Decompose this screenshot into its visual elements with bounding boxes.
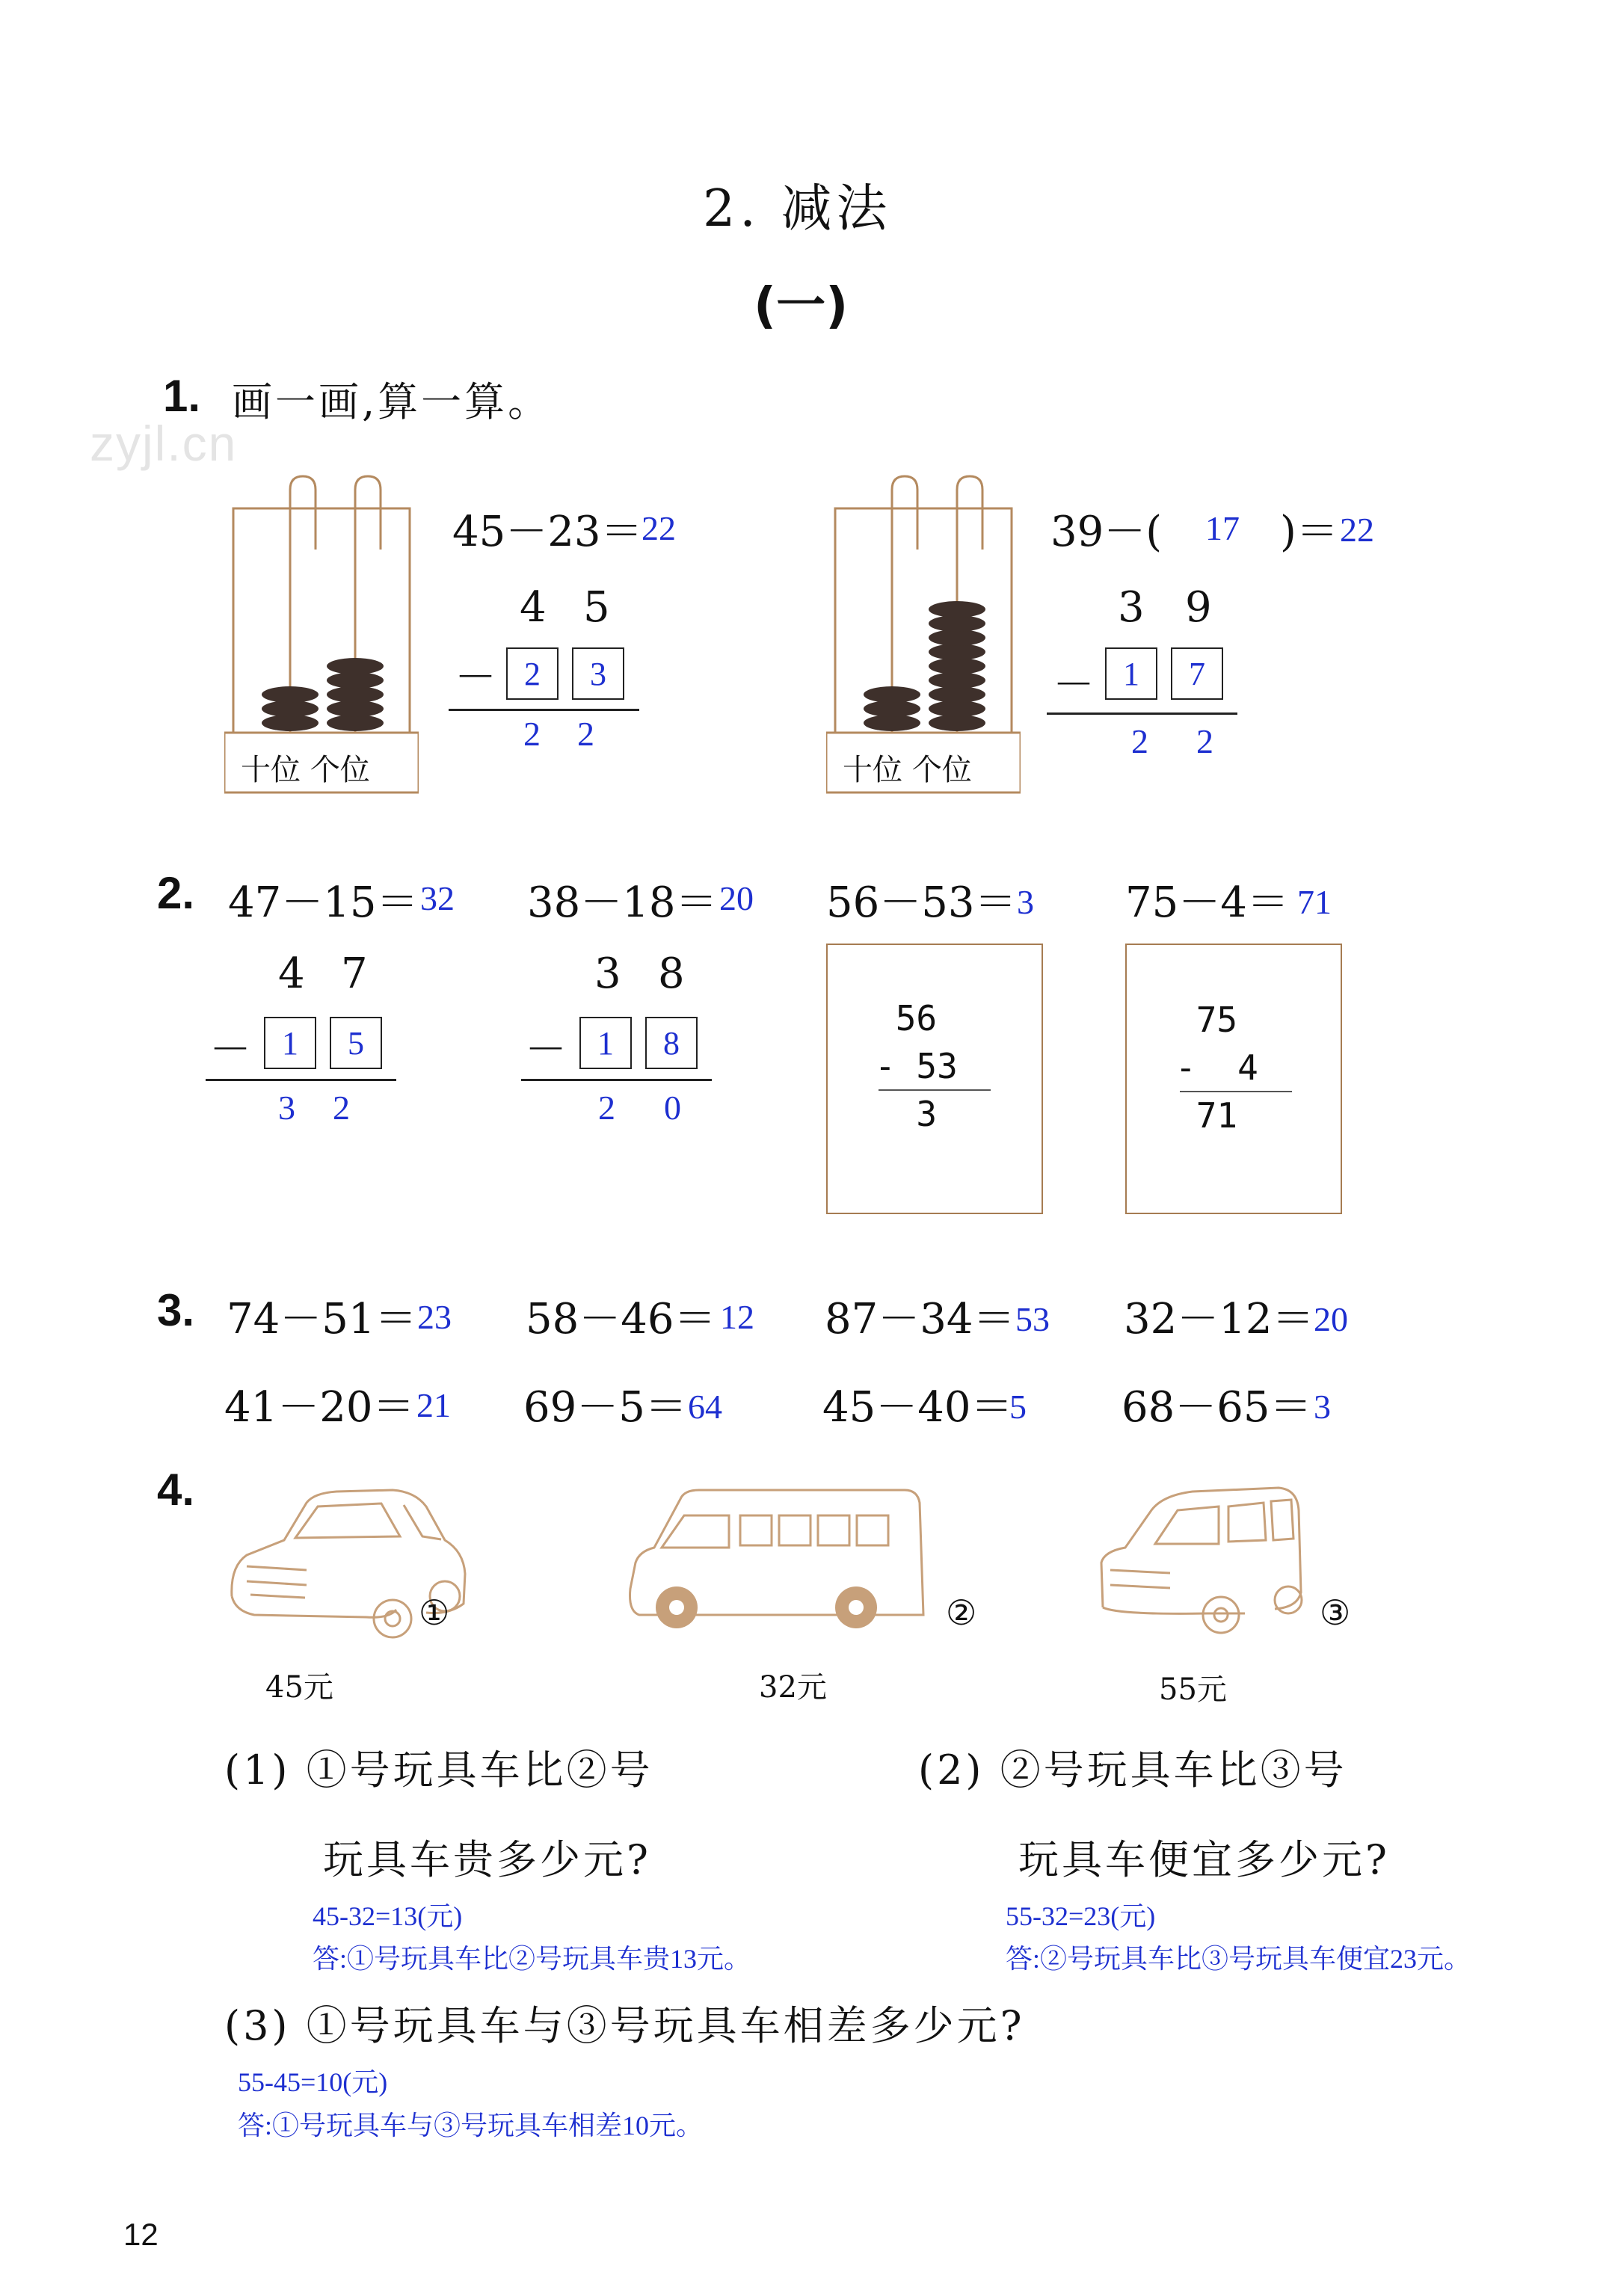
toy-car-3-illustration <box>1095 1480 1312 1641</box>
q2-number: 2. <box>157 868 195 918</box>
ones-bead <box>929 658 985 674</box>
q1a-result-ones: 2 <box>577 715 594 753</box>
ones-bead <box>929 715 985 731</box>
q3-r1-3-expression: 87－34＝ <box>825 1295 1015 1344</box>
q2-1-answer: 32 <box>420 879 455 917</box>
q1b-answer: 22 <box>1340 511 1374 549</box>
q4-3-work: 55-45=10(元) <box>238 2067 388 2097</box>
q4-2-work: 55-32=23(元) <box>1006 1901 1156 1931</box>
page-number: 12 <box>123 2217 159 2252</box>
ones-bead <box>327 701 384 717</box>
car-3-label: ③ <box>1320 1592 1351 1633</box>
q1b-rule <box>1047 713 1237 715</box>
q4-3-answer: 答:①号玩具车与③号玩具车相差10元。 <box>238 2111 704 2140</box>
ones-bead <box>929 630 985 646</box>
q1b-box-tens[interactable]: 1 <box>1105 647 1157 700</box>
q1b-expression-left: 39－( <box>1050 508 1163 556</box>
q1b-expression-right: )＝ <box>1280 508 1338 556</box>
q4-1-question-line2: 玩具车贵多少元? <box>323 1836 651 1883</box>
tens-bead <box>262 686 319 703</box>
q1-number: 1. <box>163 371 201 421</box>
q2-3-expression: 56－53＝ <box>826 878 1017 927</box>
ones-bead <box>929 601 985 618</box>
q3-r1-4-expression: 32－12＝ <box>1124 1295 1314 1344</box>
q2-2-expression: 38－18＝ <box>527 878 718 927</box>
tens-bead <box>262 715 319 731</box>
q2-4-vertical-work: 75 - 4 71 <box>1175 1000 1258 1136</box>
tens-bead <box>262 701 319 717</box>
q2-3-rule <box>879 1089 991 1091</box>
q3-r2-3-expression: 45－40＝ <box>822 1383 1013 1432</box>
q3-r1-4-answer: 20 <box>1314 1300 1348 1338</box>
q3-r1-2-answer: 12 <box>720 1298 754 1336</box>
q1b-top-tens: 3 <box>1118 583 1145 632</box>
q2-2-top-ones: 8 <box>658 950 685 998</box>
ones-bead <box>929 615 985 632</box>
q2-4-expression: 75－4＝ <box>1125 878 1289 927</box>
q3-r2-1-answer: 21 <box>416 1386 451 1424</box>
q4-number: 4. <box>157 1465 195 1515</box>
q2-1-result-ones: 2 <box>333 1089 350 1127</box>
car-2-price: 32元 <box>759 1670 827 1705</box>
q2-4-answer: 71 <box>1297 883 1332 921</box>
q1b-result-tens: 2 <box>1131 722 1148 760</box>
tens-bead <box>864 686 920 703</box>
ones-bead <box>929 644 985 660</box>
q2-2-top-tens: 3 <box>594 950 621 998</box>
q1a-result-tens: 2 <box>523 715 541 753</box>
ones-bead <box>327 658 384 674</box>
q3-r2-3-answer: 5 <box>1009 1388 1027 1426</box>
q4-1-answer: 答:①号玩具车比②号玩具车贵13元。 <box>313 1944 751 1974</box>
section-title: 2. 减法 <box>703 179 892 238</box>
q1-prompt: 画一画,算一算。 <box>232 378 552 425</box>
q3-r2-4-expression: 68－65＝ <box>1122 1383 1312 1432</box>
q1a-box-ones[interactable]: 3 <box>572 647 624 700</box>
ones-bead <box>327 686 384 703</box>
toy-car-2-illustration <box>624 1484 931 1630</box>
q4-2-answer: 答:②号玩具车比③号玩具车便宜23元。 <box>1006 1944 1471 1974</box>
q2-1-expression: 47－15＝ <box>228 878 419 927</box>
q4-1-work: 45-32=13(元) <box>313 1901 463 1931</box>
q2-4-rule <box>1180 1091 1292 1092</box>
q3-number: 3. <box>157 1285 195 1335</box>
q2-1-minus: － <box>209 1026 251 1074</box>
q3-r2-4-answer: 3 <box>1314 1388 1331 1426</box>
q2-1-box-ones[interactable]: 5 <box>330 1017 382 1069</box>
q1b-minus: － <box>1053 661 1095 710</box>
q1a-rule <box>449 709 639 711</box>
q1a-top-ones: 5 <box>583 583 610 632</box>
q1b-box-ones[interactable]: 7 <box>1171 647 1223 700</box>
q1b-top-ones: 9 <box>1185 583 1212 632</box>
q4-2-question-line1: (2) ②号玩具车比③号 <box>918 1746 1347 1794</box>
section-subtitle: (一) <box>754 277 849 334</box>
abacus-b-label: 十位 个位 <box>843 753 972 787</box>
tens-bead <box>864 715 920 731</box>
q3-r1-2-expression: 58－46＝ <box>526 1295 716 1344</box>
q1a-answer: 22 <box>642 509 676 547</box>
q2-2-answer: 20 <box>719 879 754 917</box>
q2-1-result-tens: 3 <box>278 1089 295 1127</box>
watermark: zyjl.cn <box>90 416 238 471</box>
q2-3-vertical-work: 56 - 53 3 <box>875 998 958 1134</box>
q2-3-answer: 3 <box>1017 883 1034 921</box>
q2-1-rule <box>206 1079 396 1081</box>
q1a-minus: － <box>455 653 496 702</box>
ones-bead <box>929 701 985 717</box>
car-1-price: 45元 <box>265 1670 333 1705</box>
q1a-top-tens: 4 <box>520 583 547 632</box>
q1a-box-tens[interactable]: 2 <box>506 647 559 700</box>
ones-bead <box>327 715 384 731</box>
q4-3-question: (3) ①号玩具车与③号玩具车相差多少元? <box>224 2002 1025 2049</box>
q2-1-top-ones: 7 <box>341 950 368 998</box>
ones-bead <box>929 672 985 689</box>
q2-2-minus: － <box>525 1026 567 1074</box>
q1b-result-ones: 2 <box>1196 722 1213 760</box>
q3-r1-1-expression: 74－51＝ <box>227 1295 417 1344</box>
tens-bead <box>864 701 920 717</box>
q3-r2-1-expression: 41－20＝ <box>224 1383 415 1432</box>
car-1-label: ① <box>419 1592 450 1633</box>
car-2-label: ② <box>946 1592 977 1633</box>
abacus-a-label: 十位 个位 <box>241 753 370 787</box>
q3-r2-2-answer: 64 <box>688 1388 722 1426</box>
q1b-blank[interactable]: 17 <box>1205 509 1240 547</box>
ones-bead <box>327 672 384 689</box>
q3-r2-2-expression: 69－5＝ <box>523 1383 687 1432</box>
q3-r1-3-answer: 53 <box>1015 1300 1050 1338</box>
q4-2-question-line2: 玩具车便宜多少元? <box>1018 1836 1390 1883</box>
q4-1-question-line1: (1) ①号玩具车比②号 <box>224 1746 653 1794</box>
q2-2-rule <box>521 1079 712 1081</box>
q2-1-top-tens: 4 <box>278 950 305 998</box>
ones-bead <box>929 686 985 703</box>
car-3-price: 55元 <box>1159 1672 1227 1707</box>
q2-2-result-tens: 2 <box>598 1089 615 1127</box>
q3-r1-1-answer: 23 <box>417 1298 452 1336</box>
q2-2-box-tens[interactable]: 1 <box>579 1017 632 1069</box>
q2-2-result-ones: 0 <box>664 1089 681 1127</box>
q2-2-box-ones[interactable]: 8 <box>645 1017 698 1069</box>
q1a-expression: 45－23＝ <box>452 508 643 556</box>
q2-1-box-tens[interactable]: 1 <box>264 1017 316 1069</box>
